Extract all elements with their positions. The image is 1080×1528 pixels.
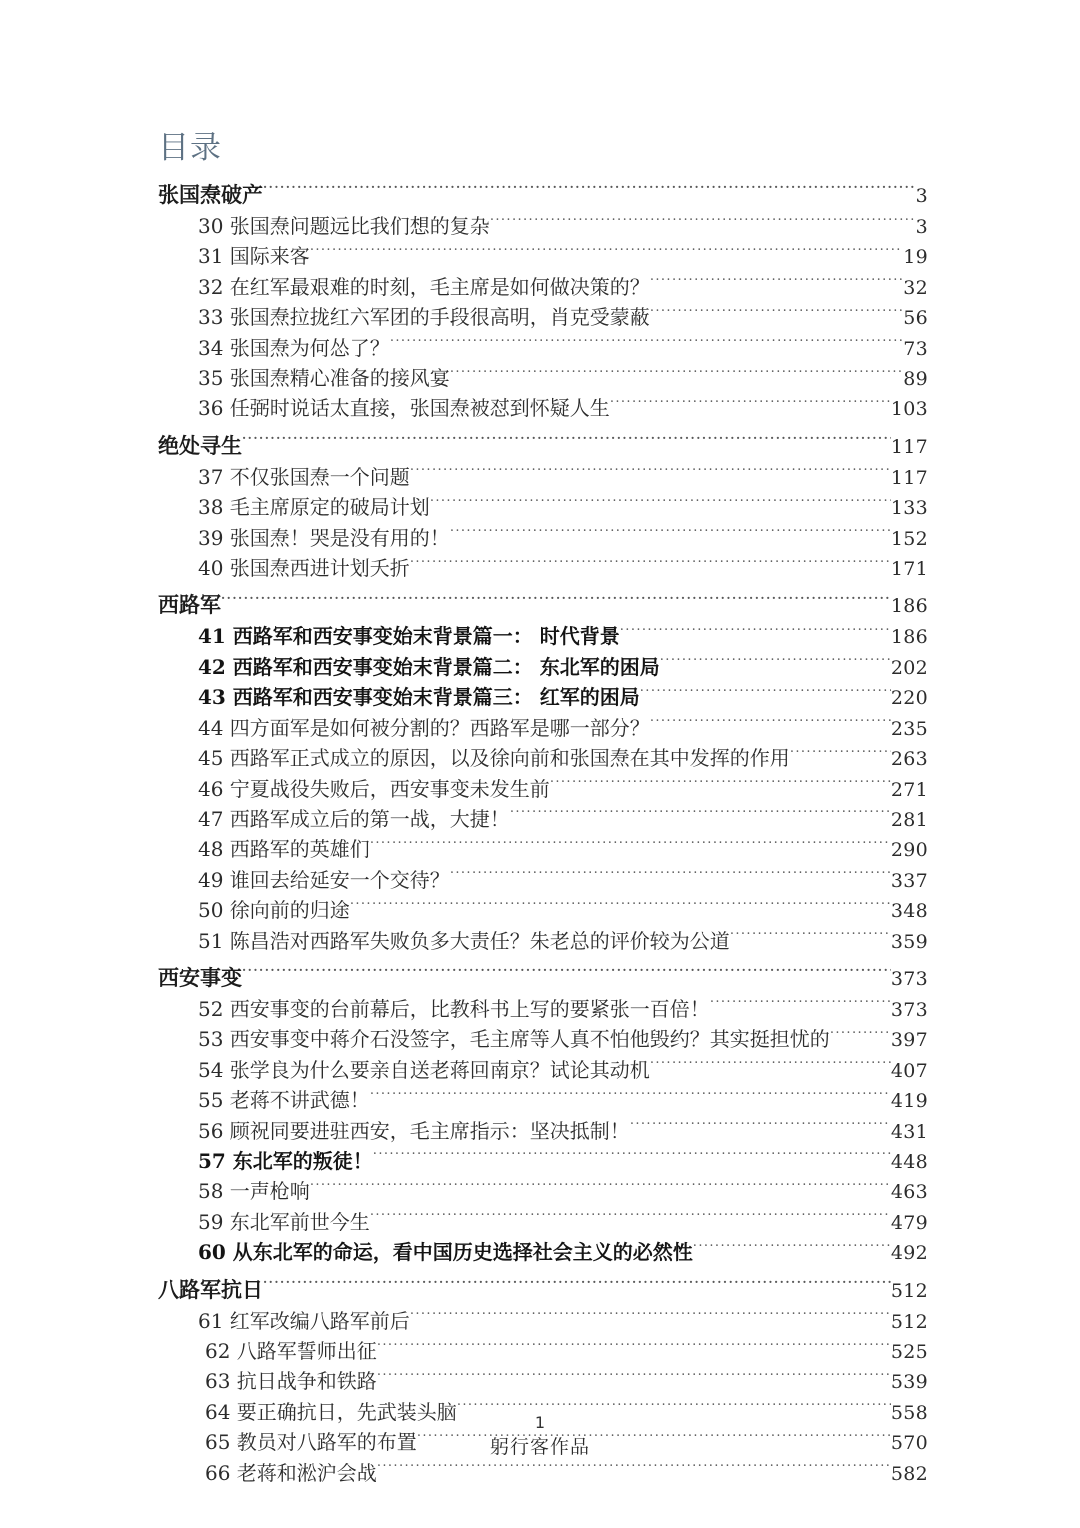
toc-entry-title: 42 西路军和西安事变始末背景篇二： 东北军的困局 xyxy=(198,654,660,679)
dot-leader xyxy=(490,213,916,233)
toc-section-page: 186 xyxy=(890,595,928,618)
toc-entry-page: 348 xyxy=(890,900,928,923)
toc-entry-title: 46 宁夏战役失败后，西安事变未发生前 xyxy=(198,776,550,801)
toc-entry-title: 31 国际来客 xyxy=(198,244,310,269)
toc-entry-page: 373 xyxy=(890,998,928,1021)
toc-entry[interactable] xyxy=(198,1086,928,1116)
toc-section-heading[interactable] xyxy=(158,430,928,463)
toc-entry-title: 37 不仅张国焘一个问题 xyxy=(198,464,410,489)
toc-entry-title: 44 四方面军是如何被分割的？西路军是哪一部分？ xyxy=(198,715,650,740)
toc-entry-title: 52 西安事变的台前幕后，比教科书上写的要紧张一百倍！ xyxy=(198,996,710,1021)
toc-entry-page: 419 xyxy=(890,1090,928,1113)
toc-entry-title: 48 西路军的英雄们 xyxy=(198,837,370,862)
toc-entry-page: 56 xyxy=(903,307,928,330)
toc-entry-page: 570 xyxy=(890,1432,928,1455)
toc-entry[interactable] xyxy=(198,303,928,333)
toc-entry-page: 32 xyxy=(903,276,928,299)
toc-entry-page: 19 xyxy=(903,246,928,269)
toc-section-page: 373 xyxy=(890,967,928,990)
toc-entry-page: 525 xyxy=(890,1341,928,1363)
toc-section-title: 张国焘破产 xyxy=(158,182,263,207)
toc-entry-page: 290 xyxy=(890,839,928,862)
page-footer xyxy=(0,1412,1080,1460)
toc-entry[interactable] xyxy=(198,896,928,926)
toc-entry-title: 53 西安事变中蒋介石没签字，毛主席等人真不怕他毁约？其实挺担忧的 xyxy=(198,1027,830,1052)
toc-entry-page: 103 xyxy=(890,398,928,421)
toc-entry-page: 133 xyxy=(890,497,928,520)
toc-entry-page: 407 xyxy=(890,1059,928,1082)
toc-entry[interactable] xyxy=(198,524,928,554)
toc-entry-title: 35 张国焘精心准备的接风宴 xyxy=(198,366,450,391)
toc-entry[interactable] xyxy=(205,1367,928,1397)
toc-entry-page: 3 xyxy=(915,216,928,238)
toc-entry[interactable] xyxy=(198,927,928,957)
footer-credit: 躬行客作品 xyxy=(489,1436,590,1458)
toc-entry-title: 54 张学良为什么要亲自送老蒋回南京？试论其动机 xyxy=(198,1057,650,1082)
dot-leader xyxy=(450,525,891,545)
toc-entry-page: 492 xyxy=(890,1242,928,1265)
toc-entry-title: 57 东北军的叛徒！ xyxy=(198,1148,373,1173)
toc-entry-title: 60 从东北军的命运，看中国历史选择社会主义的必然性 xyxy=(198,1240,693,1265)
dot-leader xyxy=(650,1057,891,1077)
dot-leader xyxy=(430,494,891,514)
toc-entry-title: 43 西路军和西安事变始末背景篇三： 红军的困局 xyxy=(198,685,640,710)
toc-entry-title: 34 张国焘为何怂了？ xyxy=(198,335,390,360)
toc-entry-title: 39 张国焘！哭是没有用的！ xyxy=(198,525,450,550)
dot-leader xyxy=(650,304,903,324)
toc-entry-title: 36 任弼时说话太直接，张国焘被怼到怀疑人生 xyxy=(198,396,610,421)
dot-leader xyxy=(390,335,903,355)
page-title: 目录 xyxy=(158,130,222,166)
toc-entry-title: 66 老蒋和淞沪会战 xyxy=(205,1460,377,1485)
toc-entry-page: 479 xyxy=(890,1211,928,1234)
dot-leader xyxy=(660,654,891,674)
table-of-contents xyxy=(158,128,928,1489)
dot-leader xyxy=(410,1308,891,1328)
toc-entry-title: 47 西路军成立后的第一战，大捷！ xyxy=(198,806,510,831)
dot-leader xyxy=(242,432,891,453)
toc-entry[interactable] xyxy=(198,463,928,493)
toc-entry-title: 63 抗日战争和铁路 xyxy=(205,1369,377,1394)
dot-leader xyxy=(730,928,891,948)
dot-leader xyxy=(310,243,903,263)
toc-entry[interactable] xyxy=(198,1025,928,1055)
toc-entry-page: 89 xyxy=(903,368,928,391)
toc-entry-page: 73 xyxy=(903,337,928,360)
dot-leader xyxy=(450,365,903,385)
dot-leader xyxy=(710,996,891,1016)
dot-leader xyxy=(350,897,891,917)
toc-section-heading[interactable] xyxy=(158,179,928,212)
toc-entry-page: 220 xyxy=(890,687,928,710)
toc-entry[interactable] xyxy=(198,554,928,584)
toc-entry-page: 397 xyxy=(890,1029,928,1052)
toc-entry[interactable] xyxy=(198,1208,928,1238)
toc-entry-page: 463 xyxy=(890,1181,928,1204)
toc-entry-title: 61 红军改编八路军前后 xyxy=(198,1308,410,1333)
dot-leader xyxy=(790,745,891,765)
toc-entry[interactable] xyxy=(198,805,928,835)
toc-entry[interactable] xyxy=(198,334,928,364)
toc-entry-page: 512 xyxy=(890,1310,928,1333)
toc-entry-title: 49 谁回去给延安一个交待？ xyxy=(198,867,450,892)
toc-entry-title: 45 西路军正式成立的原因，以及徐向前和张国焘在其中发挥的作用 xyxy=(198,746,790,771)
dot-leader xyxy=(620,623,891,643)
dot-leader xyxy=(450,867,891,887)
toc-entry-title: 41 西路军和西安事变始末背景篇一： 时代背景 xyxy=(198,624,620,649)
toc-entry-title: 56 顾祝同要进驻西安，毛主席指示：坚决抵制！ xyxy=(198,1118,630,1143)
toc-entry-title: 40 张国焘西进计划夭折 xyxy=(198,556,410,581)
toc-entry[interactable] xyxy=(198,1147,928,1177)
toc-entry-title: 62 八路军誓师出征 xyxy=(205,1339,377,1363)
toc-entry-page: 117 xyxy=(890,466,928,489)
dot-leader xyxy=(650,715,891,735)
toc-section-page: 117 xyxy=(890,435,928,458)
toc-entry-title: 65 教员对八路军的布置 xyxy=(205,1430,417,1455)
dot-leader xyxy=(370,836,891,856)
toc-entry[interactable] xyxy=(198,866,928,896)
toc-entry[interactable] xyxy=(198,1056,928,1086)
dot-leader xyxy=(693,1239,891,1259)
toc-entry-page: 431 xyxy=(890,1120,928,1143)
toc-entry-page: 202 xyxy=(890,656,928,679)
dot-leader xyxy=(410,555,891,575)
toc-entry[interactable] xyxy=(198,1307,928,1337)
toc-entry-page: 539 xyxy=(890,1371,928,1394)
dot-leader xyxy=(410,464,891,484)
toc-entry-title: 33 张国焘拉拢红六军团的手段很高明，肖克受蒙蔽 xyxy=(198,305,650,330)
toc-entry-title: 32 在红军最艰难的时刻，毛主席是如何做决策的？ xyxy=(198,274,650,299)
toc-section-heading[interactable] xyxy=(158,589,928,622)
toc-entry-title: 38 毛主席原定的破局计划 xyxy=(198,495,430,520)
dot-leader xyxy=(377,1368,891,1388)
toc-entry-page: 152 xyxy=(890,527,928,550)
dot-leader xyxy=(377,1338,891,1358)
dot-leader xyxy=(373,1148,891,1168)
toc-entry-title: 51 陈昌浩对西路军失败负多大责任？朱老总的评价较为公道 xyxy=(198,928,730,953)
toc-entry[interactable] xyxy=(198,995,928,1025)
dot-leader xyxy=(370,1087,891,1107)
toc-section-title: 绝处寻生 xyxy=(158,432,242,458)
toc-section-page: 512 xyxy=(890,1279,928,1302)
toc-entry[interactable] xyxy=(198,622,928,652)
toc-entry[interactable] xyxy=(198,1238,928,1268)
dot-leader xyxy=(221,591,891,612)
dot-leader xyxy=(370,1209,891,1229)
toc-entry[interactable] xyxy=(205,1459,928,1489)
toc-entry[interactable] xyxy=(198,714,928,744)
toc-entry-page: 235 xyxy=(890,717,928,740)
dot-leader xyxy=(630,1118,891,1138)
dot-leader xyxy=(650,274,903,294)
toc-entry[interactable] xyxy=(205,1337,928,1367)
dot-leader xyxy=(310,1178,891,1198)
toc-entry-page: 558 xyxy=(890,1401,928,1424)
toc-section-heading[interactable] xyxy=(158,1274,928,1307)
toc-entry-title: 59 东北军前世今生 xyxy=(198,1209,370,1234)
toc-entry-page: 582 xyxy=(890,1462,928,1485)
toc-entry-title: 58 一声枪响 xyxy=(198,1179,310,1204)
toc-section-title: 西安事变 xyxy=(158,964,242,990)
toc-entry-page: 337 xyxy=(890,869,928,892)
footer-page-number: 1 xyxy=(534,1413,546,1432)
toc-entry[interactable] xyxy=(198,775,928,805)
toc-section-title: 西路军 xyxy=(158,592,221,618)
dot-leader xyxy=(510,806,891,826)
toc-entry[interactable] xyxy=(198,1117,928,1147)
toc-entry-page: 171 xyxy=(890,558,928,581)
dot-leader xyxy=(830,1026,891,1046)
dot-leader xyxy=(242,964,891,985)
dot-leader xyxy=(377,1460,891,1480)
toc-entry[interactable] xyxy=(198,242,928,272)
toc-entry[interactable] xyxy=(198,835,928,865)
toc-entry-title: 50 徐向前的归途 xyxy=(198,898,350,923)
toc-entry-title: 64 要正确抗日，先武装头脑 xyxy=(205,1399,457,1424)
toc-entry[interactable] xyxy=(198,394,928,424)
dot-leader xyxy=(610,395,891,415)
dot-leader xyxy=(550,776,891,796)
toc-entry-page: 359 xyxy=(890,930,928,953)
toc-entry-page: 281 xyxy=(890,808,928,831)
dot-leader xyxy=(263,1276,891,1297)
toc-entry[interactable] xyxy=(198,653,928,683)
dot-leader xyxy=(640,684,891,704)
toc-section-heading[interactable] xyxy=(158,962,928,995)
toc-entry[interactable] xyxy=(198,1177,928,1207)
toc-entry-title: 55 老蒋不讲武德！ xyxy=(198,1088,370,1113)
toc-entry-page: 186 xyxy=(890,626,928,649)
toc-body xyxy=(158,179,928,1489)
toc-entry-title: 30 张国焘问题远比我们想的复杂 xyxy=(198,214,490,238)
toc-entry-page: 448 xyxy=(890,1150,928,1173)
toc-entry[interactable] xyxy=(198,273,928,303)
toc-entry-page: 263 xyxy=(890,748,928,771)
toc-section-page: 3 xyxy=(915,185,928,207)
dot-leader xyxy=(263,181,916,202)
toc-entry[interactable] xyxy=(198,683,928,713)
toc-entry[interactable] xyxy=(198,744,928,774)
toc-section-title: 八路军抗日 xyxy=(158,1276,263,1302)
toc-entry[interactable] xyxy=(198,493,928,523)
toc-entry-page: 271 xyxy=(890,778,928,801)
toc-entry[interactable] xyxy=(198,212,928,242)
toc-entry[interactable] xyxy=(198,364,928,394)
